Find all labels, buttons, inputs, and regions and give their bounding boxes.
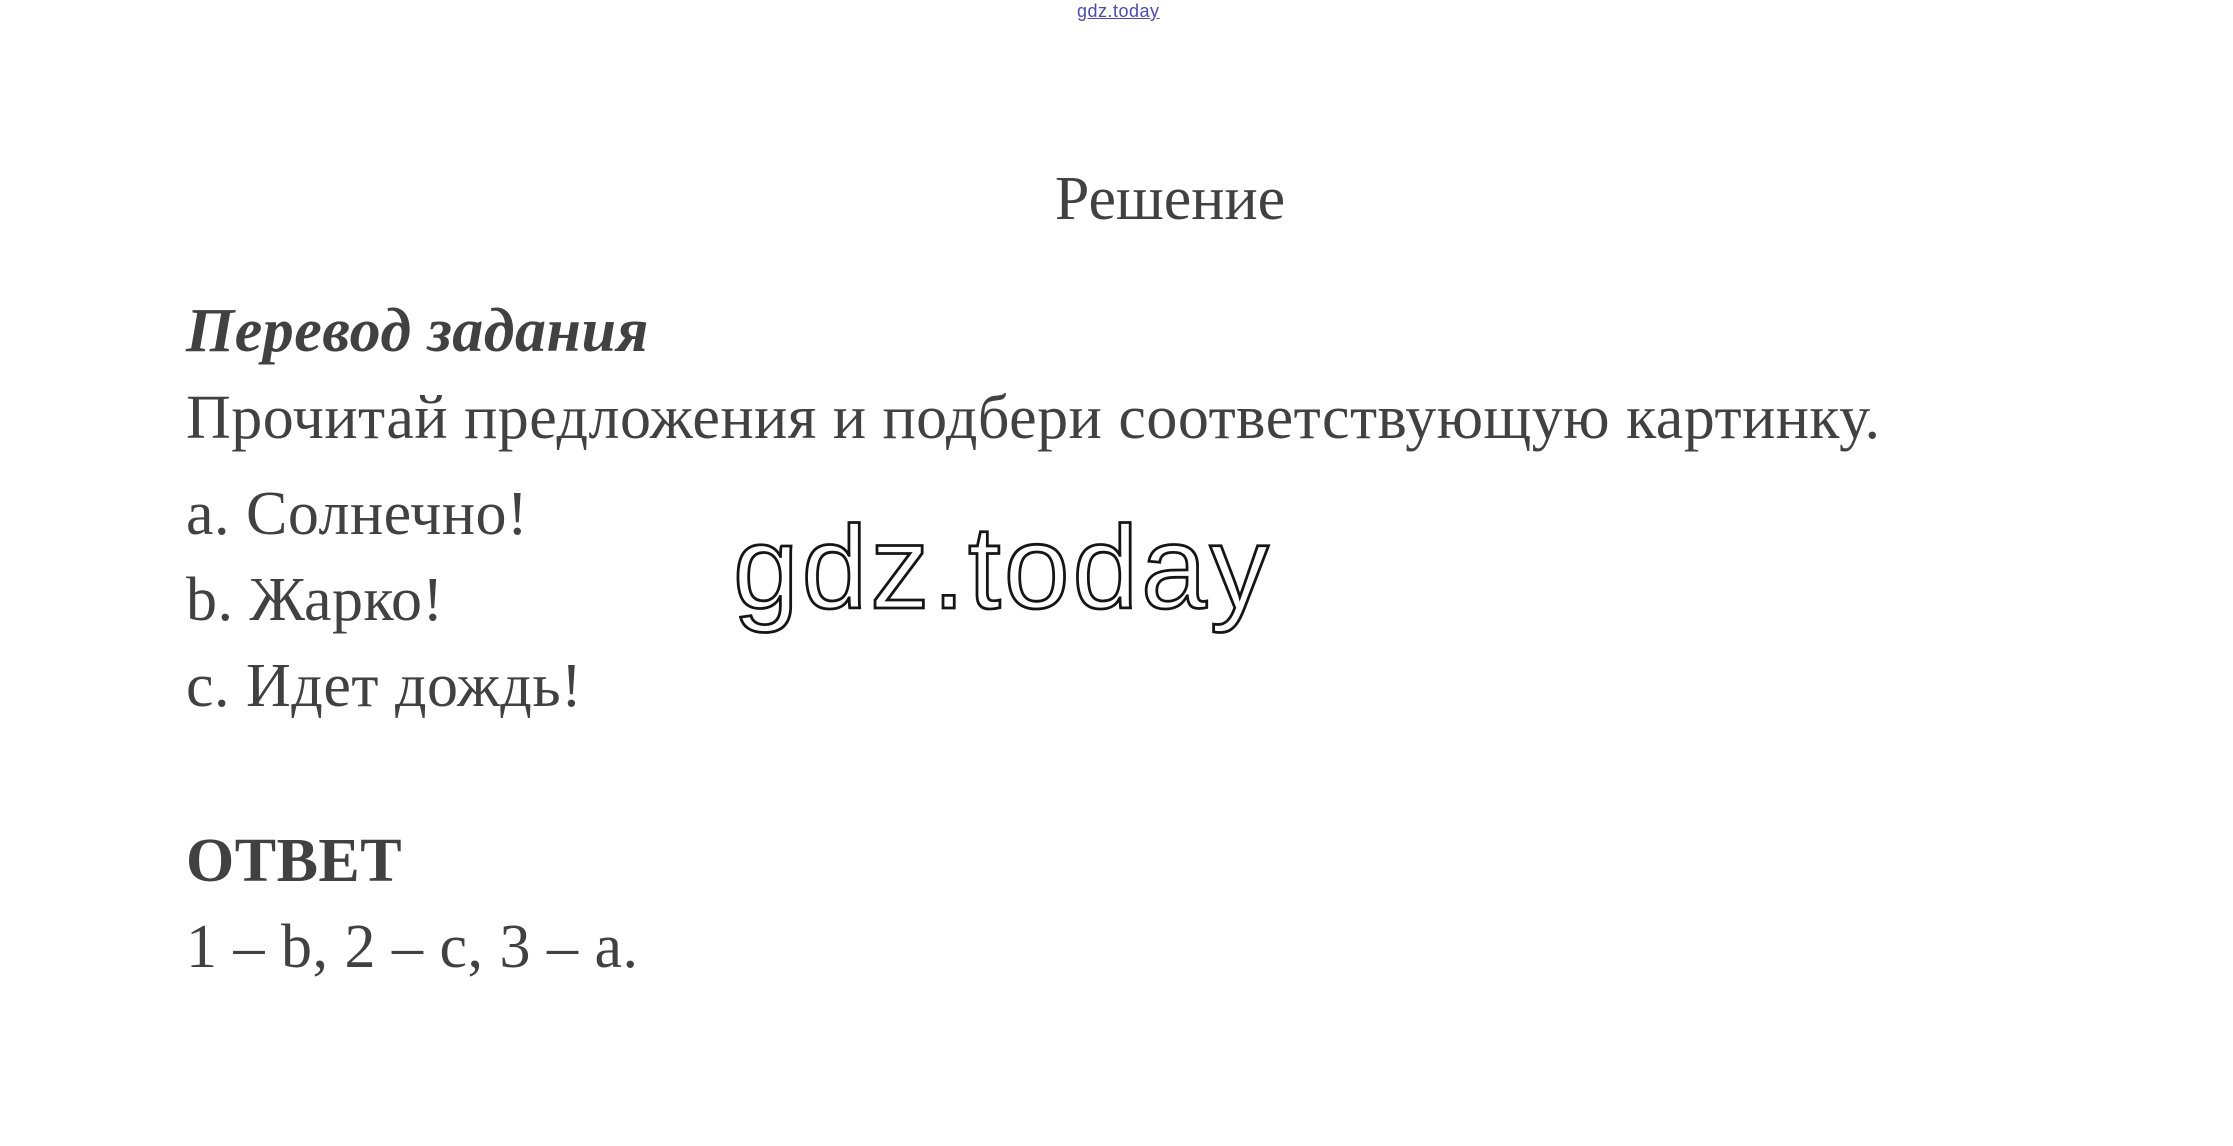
answer-heading: ОТВЕТ [186,827,403,895]
answer-text: 1 – b, 2 – c, 3 – a. [186,913,639,981]
option-b: b. Жарко! [186,566,444,634]
center-watermark: gdz.today [733,502,1272,634]
page-title: Решение [1054,165,1286,233]
translation-heading: Перевод задания [186,297,649,365]
option-c: c. Идет дождь! [186,652,583,720]
task-description: Прочитай предложения и подбери соответствующую картинку. [186,384,1881,452]
site-watermark-link[interactable]: gdz.today [1077,1,1160,21]
option-a: a. Солнечно! [186,480,529,548]
